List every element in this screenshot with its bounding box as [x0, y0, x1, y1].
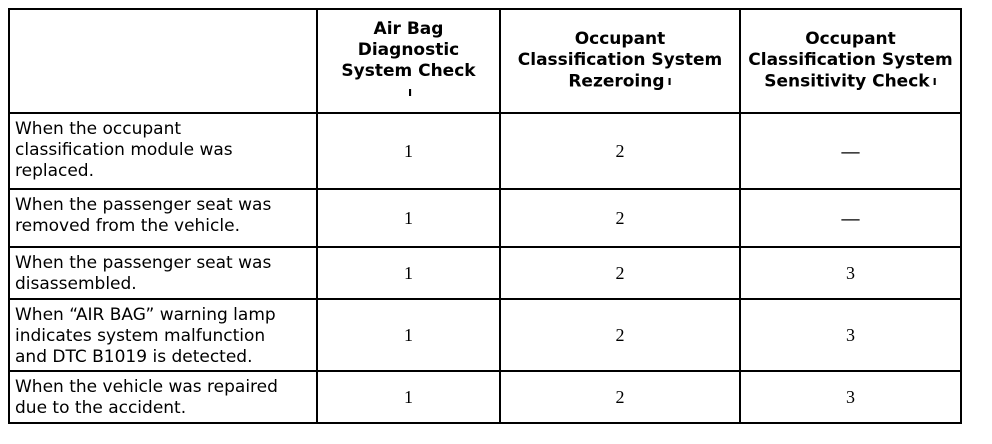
note-mark: ı: [667, 74, 672, 89]
row-rezero-step: 2: [500, 189, 740, 247]
header-row: [9, 9, 961, 113]
row-sensitivity-step: —: [740, 113, 961, 189]
row-sensitivity-step: 3: [740, 299, 961, 371]
row-rezero-step: 2: [500, 113, 740, 189]
row-sensitivity-step: 3: [740, 247, 961, 299]
row-sensitivity-step: 3: [740, 371, 961, 423]
header-ocs-rezeroing: Occupant Classification System Rezeroing ı: [500, 9, 740, 113]
table-row: [9, 113, 961, 189]
row-rezero-step: 2: [500, 247, 740, 299]
row-condition: When “AIR BAG” warning lamp indicates system malfunction and DTC B1019 is detected.: [9, 299, 317, 371]
row-check-step: 1: [317, 299, 500, 371]
row-check-step: 1: [317, 113, 500, 189]
note-mark: ı: [407, 84, 413, 99]
note-mark: ı: [932, 74, 937, 89]
row-condition: When the passenger seat was removed from the vehicle.: [9, 189, 317, 247]
row-rezero-step: 2: [500, 371, 740, 423]
row-condition: When the vehicle was repaired due to the accident.: [9, 371, 317, 423]
header-airbag-diagnostic-check: Air Bag Diagnostic System Check ı: [317, 9, 500, 113]
procedure-table-wrapper: [8, 8, 962, 424]
table-row: [9, 189, 961, 247]
row-condition: When the passenger seat was disassembled.: [9, 247, 317, 299]
row-check-step: 1: [317, 247, 500, 299]
row-check-step: 1: [317, 189, 500, 247]
procedure-table: [8, 8, 962, 424]
row-sensitivity-step: —: [740, 189, 961, 247]
row-condition: When the occupant classification module was replaced.: [9, 113, 317, 189]
table-row: [9, 371, 961, 423]
header-condition: [9, 9, 317, 113]
row-rezero-step: 2: [500, 299, 740, 371]
table-row: [9, 247, 961, 299]
table-row: [9, 299, 961, 371]
header-ocs-sensitivity-check: Occupant Classification System Sensitivity Check ı: [740, 9, 961, 113]
row-check-step: 1: [317, 371, 500, 423]
